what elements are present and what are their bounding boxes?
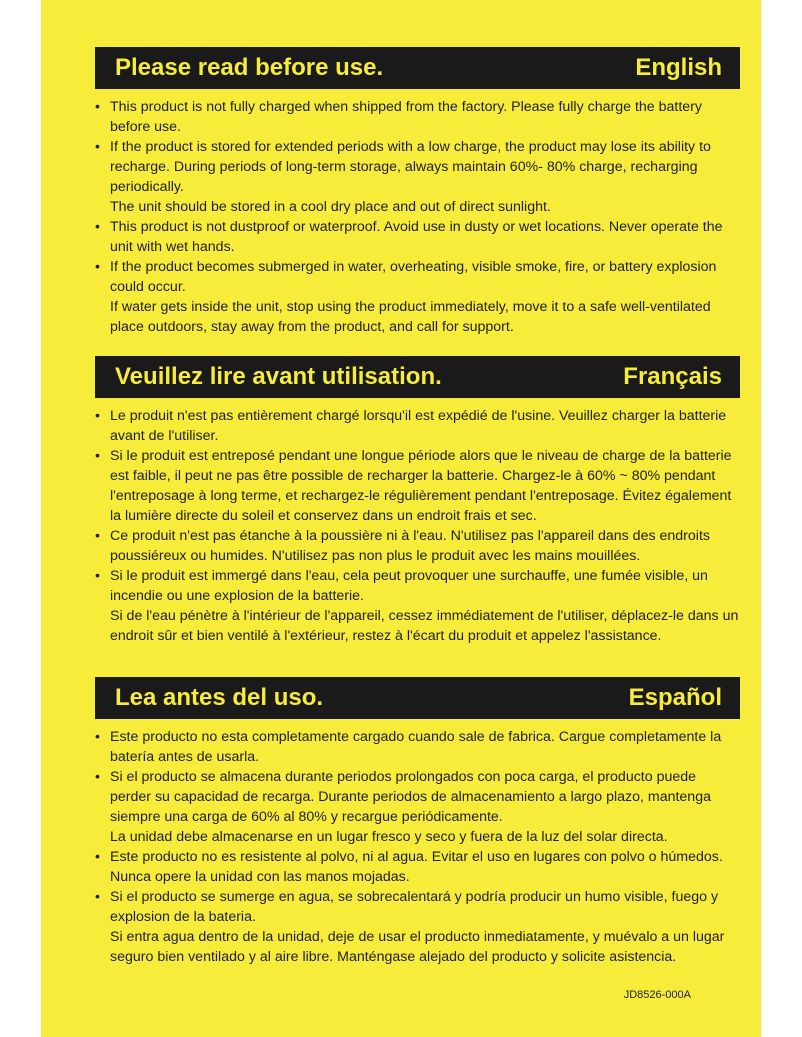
document-code: JD8526-000A — [623, 989, 691, 1001]
bullet-list — [95, 97, 740, 337]
bullet-list — [95, 406, 740, 646]
item-text: • This product is not fully charged when shipped from the factory. Please fully charge the battery before use. — [110, 99, 702, 135]
item-text: • If the product is stored for extended periods with a low charge, the product may lose its ability to recharge. During periods of long-term storage, always maintain 60%- 80% charge, recharging periodically. — [110, 139, 711, 195]
list-item — [95, 446, 740, 526]
item-text: Si entra agua dentro de la unidad, deje de usar el producto inmediatamente, y muévalo a un lugar seguro bien ventilado y al aire libre. Manténgase alejado del producto y solicite asistencia. — [110, 929, 725, 965]
list-item — [95, 887, 740, 967]
item-text: • Le produit n'est pas entièrement chargé lorsqu'il est expédié de l'usine. Veuillez charger la batterie avant de l'utiliser. — [110, 408, 727, 444]
section-french — [95, 356, 740, 646]
list-item — [95, 257, 740, 337]
item-text: • Este producto no es resistente al polvo, ni al agua. Evitar el uso en lugares con polvo o húmedos. Nunca opere la unidad con las manos mojadas. — [110, 849, 723, 885]
list-item — [95, 566, 740, 646]
item-text: If water gets inside the unit, stop using the product immediately, move it to a safe well-ventilated place outdoors, stay away from the product, and call for support. — [110, 299, 711, 335]
section-language: English — [635, 54, 722, 81]
list-item — [95, 137, 740, 217]
item-text: • Este producto no esta completamente cargado cuando sale de fabrica. Cargue completamente la batería antes de usarla. — [110, 729, 722, 765]
list-item — [95, 406, 740, 446]
bullet-list — [95, 727, 740, 967]
instruction-sheet — [41, 0, 761, 1037]
section-language: Español — [628, 684, 722, 711]
section-title: Lea antes del uso. — [115, 684, 324, 711]
item-text: • If the product becomes submerged in water, overheating, visible smoke, fire, or battery explosion could occur. — [110, 259, 717, 295]
item-text: • Si le produit est entreposé pendant une longue période alors que le niveau de charge de la batterie est faible, il peut ne pas être possible de recharger la batterie. Chargez-le à 60% ~ 80% pendant l'entreposage à long terme, et rechargez-le régulièrement pendant l'entreposage. Évitez également la lumière directe du soleil et conservez dans un endroit frais et sec. — [110, 448, 732, 524]
list-item — [95, 217, 740, 257]
list-item — [95, 97, 740, 137]
section-spanish — [95, 677, 740, 967]
list-item — [95, 526, 740, 566]
item-text: • Si le produit est immergé dans l'eau, cela peut provoquer une surchauffe, une fumée visible, un incendie ou une explosion de la batterie. — [110, 568, 708, 604]
section-header — [95, 677, 740, 719]
item-text: • Ce produit n'est pas étanche à la poussière ni à l'eau. N'utilisez pas l'appareil dans des endroits poussiéreux ou humides. N'utilisez pas non plus le produit avec les mains mouillées. — [110, 528, 710, 564]
list-item — [95, 847, 740, 887]
item-text: The unit should be stored in a cool dry place and out of direct sunlight. — [110, 199, 551, 215]
item-text: • Si el producto se almacena durante periodos prolongados con poca carga, el producto puede perder su capacidad de recarga. Durante periodos de almacenamiento a largo plazo, mantenga siempre una carga de 60% al 80% y recargue periódicamente. — [110, 769, 711, 825]
item-text: Si de l'eau pénètre à l'intérieur de l'appareil, cessez immédiatement de l'utiliser, déplacez-le dans un endroit sûr et bien ventilé à l'extérieur, restez à l'écart du produit et appelez l'assistance. — [110, 608, 739, 644]
section-title: Veuillez lire avant utilisation. — [115, 363, 442, 390]
section-english — [95, 47, 740, 337]
item-text: • This product is not dustproof or waterproof. Avoid use in dusty or wet locations. Never operate the unit with wet hands. — [110, 219, 723, 255]
item-text: • Si el producto se sumerge en agua, se sobrecalentará y podría producir un humo visible, fuego y explosion de la bateria. — [110, 889, 719, 925]
item-text: La unidad debe almacenarse en un lugar fresco y seco y fuera de la luz del solar directa. — [110, 829, 668, 845]
list-item — [95, 727, 740, 767]
section-title: Please read before use. — [115, 54, 384, 81]
section-header — [95, 47, 740, 89]
list-item — [95, 767, 740, 847]
section-language: Français — [623, 363, 722, 390]
section-header — [95, 356, 740, 398]
